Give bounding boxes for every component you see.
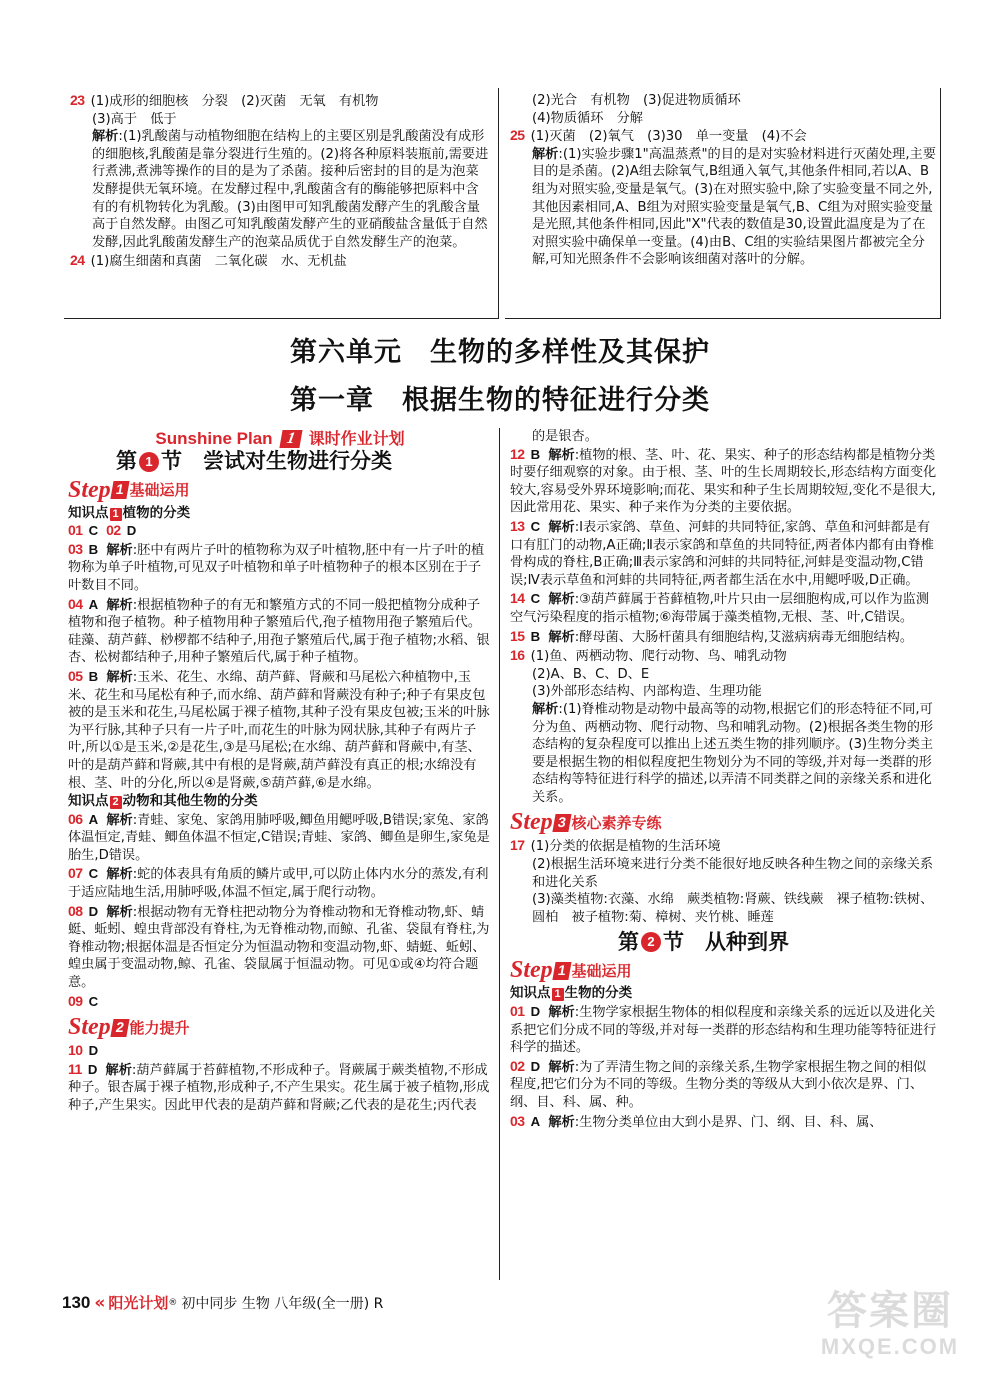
step-title: 核心素养专练	[571, 813, 662, 832]
top-left-column	[70, 92, 490, 272]
page-footer	[62, 1292, 383, 1313]
step-1-header	[68, 478, 492, 502]
top-right-border	[940, 88, 941, 318]
answer-b03	[510, 1113, 938, 1132]
answer-25	[510, 127, 938, 269]
answer-letter: D	[88, 1043, 99, 1059]
answer-09	[68, 993, 492, 1012]
explanation-text: :(1)脊椎动物是动物中最高等的动物,根据它们的形态特征不同,可分为鱼、两栖动物、爬行动物、鸟和哺乳动物。(2)根据各类生物的形态结构的复杂程度可以推出上述五类生物的排列顺序。(3)生物分类主要是根据生物的相似程度把生物划分为不同的等级,并对每一类群的形态结构等特征进行科学的描述,以弄清不同类群之间的亲缘关系和进化关系。	[532, 701, 934, 805]
section-prefix: 第	[618, 929, 639, 954]
explanation-label: 解析	[532, 701, 559, 717]
explanation-text: :为了弄清生物之间的亲缘关系,生物学家根据生物之间的相似程度,把它们分为不同的等级。生物分类的等级从大到小依次是界、门、纲、目、科、属、种。	[510, 1059, 927, 1110]
section-prefix: 第	[116, 448, 137, 473]
answer-letter: D	[530, 1058, 541, 1074]
step-number-icon: 2	[110, 1019, 129, 1037]
top-left-border	[498, 88, 499, 318]
section-name: 节 尝试对生物进行分类	[161, 448, 392, 473]
step-title: 基础运用	[129, 481, 190, 499]
answer-text: (2)A、B、C、D、E	[532, 666, 650, 682]
answer-letter: D	[530, 1004, 541, 1020]
section-name: 节 从种到界	[663, 929, 789, 954]
explanation-text: :植物的根、茎、叶、花、果实、种子的形态结构都是植物分类时要仔细观察的对象。由于根、茎、叶的生长周期较长,形态结构方面变化较大,容易受外界环境影响;而花、果实和种子生长周期较短,变化不是很大,因此常用花、果实、种子来作为分类的主要依据。	[510, 447, 937, 516]
answer-letter: A	[88, 811, 99, 827]
question-number: 06	[68, 810, 83, 827]
answer-letter: B	[88, 541, 99, 557]
explanation-text: :Ⅰ表示家鸽、草鱼、河蚌的共同特征,家鸽、草鱼和河蚌都是有口有肛门的动物,A正确;Ⅱ表示家鸽和草鱼的共同特征,两者体内都有由脊椎骨构成的脊柱,B正确;Ⅲ表示家鸽和河蚌的共同特征,河蚌是变温动物,C错误;Ⅳ表示草鱼和河蚌的共同特征,两者都生活在水中,用鳃呼吸,D正确。	[510, 519, 934, 588]
answer-letter: D	[87, 1061, 98, 1077]
plan-zh: 课时作业计划	[308, 429, 405, 448]
answer-03	[68, 541, 492, 595]
answer-08	[68, 903, 492, 992]
knowledge-point-2	[68, 793, 492, 811]
left-column	[68, 428, 492, 1116]
explanation-text: :酵母菌、大肠杆菌具有细胞结构,艾滋病病毒无细胞结构。	[574, 629, 914, 645]
plan-number-icon: 1	[279, 430, 302, 448]
continued-text: 的是银杏。	[532, 429, 598, 444]
explanation-label: 解析	[92, 129, 119, 145]
answer-letter: C	[530, 591, 541, 607]
answer-b01	[510, 1003, 938, 1057]
step-number-icon: 1	[110, 481, 129, 499]
step-number-icon: 3	[552, 814, 571, 832]
answer-text: (2)根据生活环境来进行分类不能很好地反映各种生物之间的亲缘关系和进化关系	[532, 857, 934, 890]
explanation-label: 解析	[106, 812, 133, 828]
question-number: 14	[510, 590, 525, 607]
watermark-logo: 答案圈	[827, 1288, 953, 1334]
explanation-label: 解析	[532, 146, 559, 162]
answer-11	[68, 1061, 492, 1115]
knowledge-point-3	[510, 985, 938, 1003]
answer-15	[510, 628, 938, 647]
explanation-label: 解析	[106, 597, 133, 613]
section-1-title	[116, 448, 492, 473]
answer-letter: B	[88, 668, 99, 684]
answer-17	[510, 837, 938, 926]
watermark	[800, 1288, 980, 1360]
explanation-text: :胚中有两片子叶的植物称为双子叶植物,胚中有一片子叶的植物称为单子叶植物,可见双子叶植物和单子叶植物种子的根本区别在于子叶数目不同。	[68, 542, 485, 593]
plan-banner	[68, 430, 492, 448]
top-left-bottom-border	[64, 318, 499, 319]
kp-number-icon: 1	[552, 988, 564, 1001]
answer-13	[510, 518, 938, 589]
question-number: 05	[68, 667, 83, 684]
answer-text: (3)外部形态结构、内部构造、生理功能	[532, 684, 762, 700]
explanation-text: :(1)实验步骤1"高温蒸煮"的目的是对实验材料进行灭菌处理,主要目的是杀菌。(2)A组去除氧气,B组通入氧气,其他条件相同,若以A、B组为对照实验,变量是氧气。(3)在对照实验中,除了实验变量不同之外,其他因素相同,A、B组为对照实验变量是氧气,B、C组为对照实验变量是光照,其他条件相同,因此"X"代表的数值是30,设置此温度是为了在对照实验中确保单一变量。(4)由B、C组的实验结果图片都被完全分解,可知光照条件不会影响该细菌对落叶的分解。	[532, 146, 936, 268]
knowledge-point-1	[68, 505, 492, 523]
answer-text: (3)藻类植物:衣藻、水绵 蕨类植物:肾蕨、铁线蕨 裸子植物:铁树、圆柏 被子植物:菊、樟树、夹竹桃、睡莲	[532, 892, 934, 925]
explanation-text: :蛇的体表具有角质的鳞片或甲,可以防止体内水分的蒸发,有利于适应陆地生活,用肺呼吸,体温不恒定,属于爬行动物。	[68, 867, 489, 901]
question-number: 09	[68, 992, 83, 1009]
answer-04	[68, 596, 492, 667]
explanation-text: :玉米、花生、水绵、葫芦藓、肾蕨和马尾松六种植物中,玉米、花生和马尾松有种子,而水绵、葫芦藓和肾蕨没有种子;种子有果皮包被的是玉米和花生,马尾松属于裸子植物,其种子没有果皮包被;玉米的叶脉为平行脉,其种子只有一片子叶,而花生的叶脉为网状脉,其种子有两片子叶,所以①是玉米,②是花生,③是马尾松;在水绵、葫芦藓和肾蕨中,有茎、叶的是葫芦藓和肾蕨,其中有根的是肾蕨,葫芦藓没有真正的根;水绵没有根、茎、叶的分化,所以④是肾蕨,⑤葫芦藓,⑥是水绵。	[68, 669, 490, 791]
question-number: 11	[68, 1060, 82, 1077]
answer-text: (1)成形的细胞核 分裂 (2)灭菌 无氧 有机物	[90, 94, 379, 109]
answer-letter: C	[530, 518, 541, 534]
answer-text: (3)高于 低于	[92, 111, 177, 127]
explanation-label: 解析	[548, 447, 575, 463]
kp-number-icon: 2	[110, 796, 122, 809]
step-title: 能力提升	[129, 1018, 190, 1037]
brand-name: 阳光计划	[108, 1294, 169, 1312]
question-number: 13	[510, 517, 525, 534]
column-divider	[499, 428, 500, 1280]
question-number: 10	[68, 1042, 83, 1059]
step-3-header	[510, 810, 938, 834]
question-number: 16	[510, 647, 525, 664]
section-number-icon: 2	[641, 932, 661, 952]
step-1b-header	[510, 958, 938, 982]
question-number: 08	[68, 902, 83, 919]
explanation-label: 解析	[548, 1059, 575, 1075]
answer-letter: B	[530, 628, 541, 644]
answer-letter: C	[88, 993, 99, 1009]
explanation-text: :葫芦藓属于苔藓植物,不形成种子。肾蕨属于蕨类植物,不形成种子。银杏属于裸子植物,形成种子,不产生果实。花生属于被子植物,形成种子,产生果实。因此甲代表的是葫芦藓和肾蕨;乙代表的是花生;丙代表	[68, 1062, 490, 1113]
answer-letter: D	[126, 523, 137, 539]
answer-12	[510, 446, 938, 517]
explanation-label: 解析	[105, 1062, 132, 1078]
answer-text: (1)腐生细菌和真菌 二氧化碳 水、无机盐	[90, 254, 347, 270]
double-chevron-left-icon: «	[94, 1292, 106, 1313]
section-number-icon: 1	[139, 452, 159, 472]
answer-text: (1)分类的依据是植物的生活环境	[530, 839, 721, 855]
step-word: Step	[510, 809, 553, 836]
explanation-label: 解析	[548, 519, 575, 535]
step-title: 基础运用	[571, 961, 632, 980]
answer-14	[510, 590, 938, 626]
chapter-title: 第一章 根据生物的特征进行分类	[290, 385, 710, 416]
kp-title: 生物的分类	[564, 985, 633, 1002]
question-number: 02	[510, 1057, 525, 1074]
step-word: Step	[68, 1014, 111, 1041]
explanation-label: 解析	[106, 904, 133, 920]
registered-mark: ®	[168, 1297, 178, 1308]
explanation-label: 解析	[106, 867, 133, 883]
explanation-text: :根据动物有无脊柱把动物分为脊椎动物和无脊椎动物,虾、蜻蜓、蚯蚓、蝗虫背部没有脊柱,为无脊椎动物,而鲸、孔雀、袋鼠有脊柱,为脊椎动物;根据体温是否恒定分为恒温动物和变温动物,虾、蜻蜓、蚯蚓、蝗虫属于变温动物,鲸、孔雀、袋鼠属于恒温动物。可见①或④均符合题意。	[68, 904, 490, 991]
watermark-url: MXQE.COM	[820, 1334, 960, 1359]
answer-10	[68, 1042, 492, 1061]
question-number: 17	[510, 837, 525, 854]
step-word: Step	[68, 476, 111, 503]
answer-text: (1)鱼、两栖动物、爬行动物、鸟、哺乳动物	[530, 649, 787, 665]
question-number: 03	[510, 1112, 525, 1129]
explanation-label: 解析	[106, 669, 133, 685]
answer-letter: D	[88, 903, 99, 919]
explanation-label: 解析	[548, 1114, 575, 1130]
question-number: 07	[68, 865, 83, 882]
kp-title: 动物和其他生物的分类	[122, 793, 258, 810]
answer-letter: C	[88, 523, 99, 539]
step-number-icon: 1	[552, 962, 571, 980]
answer-text: (2)光合 有机物 (3)促进物质循环	[532, 93, 741, 108]
kp-prefix: 知识点	[510, 985, 551, 1002]
top-right-column	[510, 92, 938, 270]
kp-prefix: 知识点	[68, 793, 109, 810]
question-number: 25	[510, 127, 525, 144]
answer-letter: A	[530, 1113, 541, 1129]
book-info: 初中同步 生物 八年级(全一册) R	[181, 1295, 384, 1312]
explanation-text: :③葫芦藓属于苔藓植物,叶片只由一层细胞构成,可以作为监测空气污染程度的指示植物;⑥海带属于藻类植物,无根、茎、叶,C错误。	[510, 592, 930, 625]
explanation-label: 解析	[548, 1005, 575, 1021]
explanation-text: :(1)乳酸菌与动植物细胞在结构上的主要区别是乳酸菌没有成形的细胞核,乳酸菌是靠分裂进行生殖的。(2)将各种原料装瓶前,需要进行煮沸,煮沸等操作的目的是为了杀菌。接种后密封的目的是为泡菜发酵提供无氧环境。在发酵过程中,乳酸菌含有的酶能够把原料中含有的有机物转化为乳酸。(3)由图甲可知乳酸菌发酵产生的乳酸含量高于自然发酵。由图乙可知乳酸菌发酵产生的亚硝酸盐含量低于自然发酵,因此乳酸菌发酵生产的泡菜品质优于自然发酵生产的泡菜。	[92, 129, 489, 250]
question-number: 24	[70, 252, 85, 269]
explanation-text: :青蛙、家兔、家鸽用肺呼吸,鲫鱼用鳃呼吸,B错误;家兔、家鸽体温恒定,青蛙、鲫鱼体温不恒定,C错误;青蛙、家鸽、鲫鱼是卵生,家兔是胎生,D错误。	[68, 812, 490, 863]
kp-number-icon: 1	[110, 508, 122, 521]
explanation-text: :生物学家根据生物体的相似程度和亲缘关系的远近以及进化关系把它们分成不同的等级,并对每一类群的形态结构和生理功能等特征进行科学的描述。	[510, 1005, 937, 1056]
step-2-header	[68, 1015, 492, 1039]
question-number: 03	[68, 540, 83, 557]
question-number: 23	[70, 92, 85, 108]
answer-06	[68, 811, 492, 865]
answer-05	[68, 668, 492, 792]
question-number: 02	[106, 522, 121, 539]
answer-b02	[510, 1058, 938, 1112]
answer-01-02	[68, 522, 492, 541]
page-number: 130	[62, 1292, 91, 1312]
question-number: 04	[68, 595, 83, 612]
explanation-label: 解析	[106, 542, 133, 558]
question-number: 01	[68, 522, 83, 539]
answer-letter: C	[88, 866, 99, 882]
explanation-label: 解析	[548, 629, 575, 645]
section-2-title	[618, 929, 938, 954]
top-right-bottom-border	[505, 318, 941, 319]
kp-title: 植物的分类	[122, 504, 191, 521]
question-number: 12	[510, 445, 525, 462]
explanation-text: :根据植物种子的有无和繁殖方式的不同一般把植物分成种子植物和孢子植物。种子植物用种子繁殖后代,孢子植物用孢子繁殖后代。硅藻、葫芦藓、桫椤都不结种子,用孢子繁殖后代,属于孢子植物;水稻、银杏、松树都结种子,用种子繁殖后代,属于种子植物。	[68, 597, 490, 666]
answer-16	[510, 647, 938, 806]
answer-23	[70, 92, 490, 251]
question-number: 15	[510, 627, 525, 644]
unit-title: 第六单元 生物的多样性及其保护	[290, 337, 710, 368]
answer-24	[70, 252, 490, 271]
kp-prefix: 知识点	[68, 504, 109, 521]
answer-letter: B	[530, 446, 541, 462]
explanation-label: 解析	[548, 592, 575, 608]
step-word: Step	[510, 957, 553, 984]
question-number: 01	[510, 1003, 525, 1020]
explanation-text: :生物分类单位由大到小是界、门、纲、目、科、属、	[574, 1114, 883, 1130]
answer-letter: A	[88, 596, 99, 612]
answer-07	[68, 865, 492, 901]
right-column	[510, 428, 938, 1132]
answer-text: (1)灭菌 (2)氧气 (3)30 单一变量 (4)不会	[530, 129, 807, 145]
answer-text: (4)物质循环 分解	[532, 110, 643, 126]
plan-en: Sunshine Plan	[155, 429, 273, 448]
